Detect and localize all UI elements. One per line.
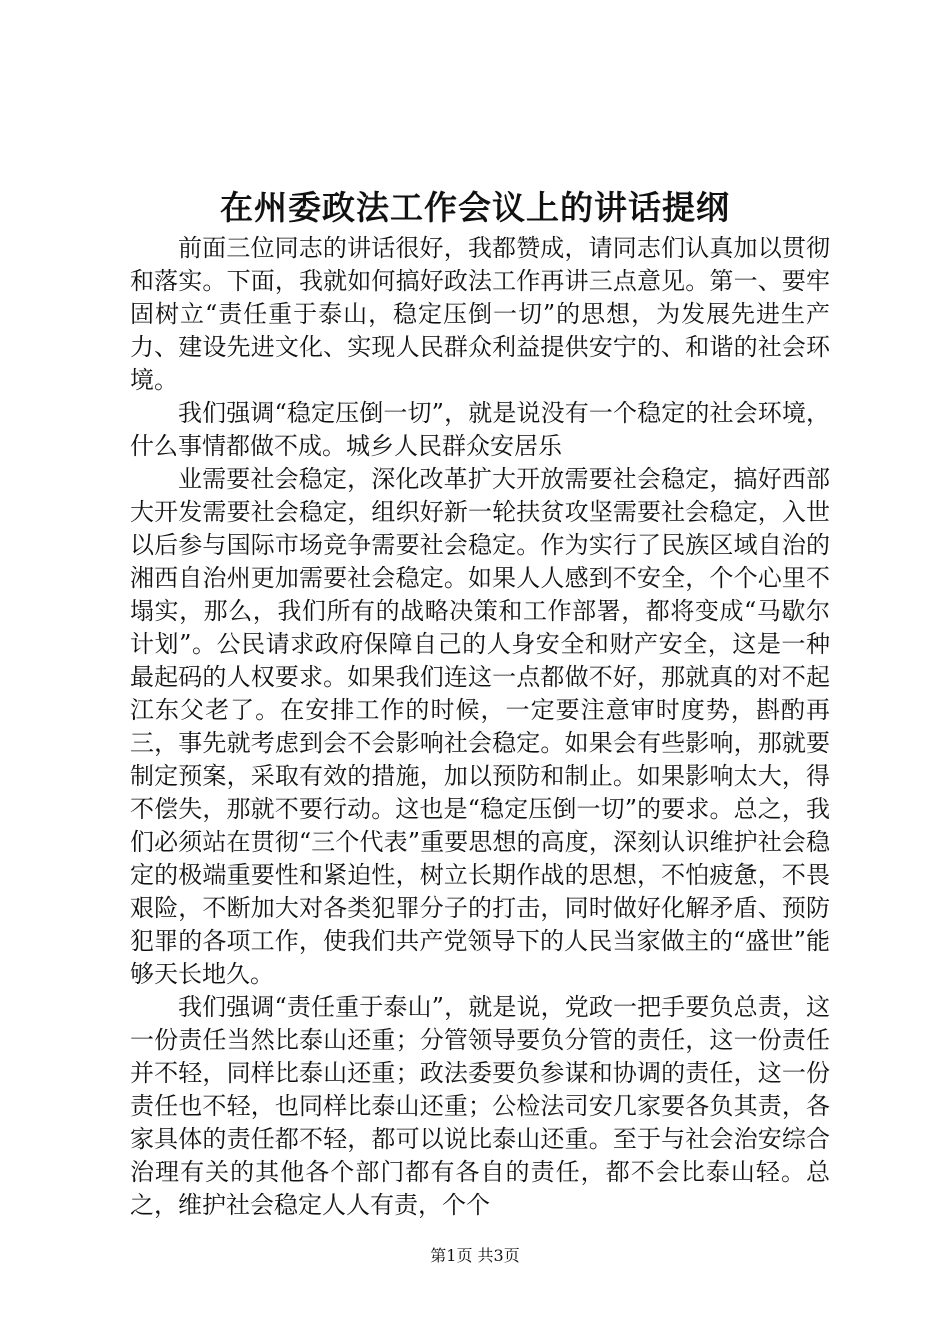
document-body: [130, 232, 830, 1222]
paragraph-1: 前面三位同志的讲话很好，我都赞成，请同志们认真加以贯彻和落实。下面，我就如何搞好政法工作再讲三点意见。第一、要牢固树立“责任重于泰山，稳定压倒一切”的思想，为发展先进生产力、建设先进文化、实现人民群众利益提供安宁的、和谐的社会环境。: [130, 234, 830, 394]
paragraph-3: 业需要社会稳定，深化改革扩大开放需要社会稳定，搞好西部大开发需要社会稳定，组织好新一轮扶贫攻坚需要社会稳定，入世以后参与国际市场竞争需要社会稳定。作为实行了民族区域自治的湘西自治州更加需要社会稳定。如果人人感到不安全，个个心里不塌实，那么，我们所有的战略决策和工作部署，都将变成“马歇尔计划”。公民请求政府保障自己的人身安全和财产安全，这是一种最起码的人权要求。如果我们连这一点都做不好，那就真的对不起江东父老了。在安排工作的时候，一定要注意审时度势，斟酌再三，事先就考虑到会不会影响社会稳定。如果会有些影响，那就要制定预案，采取有效的措施，加以预防和制止。如果影响太大，得不偿失，那就不要行动。这也是“稳定压倒一切”的要求。总之，我们必须站在贯彻“三个代表”重要思想的高度，深刻认识维护社会稳定的极端重要性和紧迫性，树立长期作战的思想，不怕疲惫，不畏艰险，不断加大对各类犯罪分子的打击，同时做好化解矛盾、预防犯罪的各项工作，使我们共产党领导下的人民当家做主的“盛世”能够天长地久。: [130, 465, 830, 988]
paragraph-4: 我们强调“责任重于泰山”，就是说，党政一把手要负总责，这一份责任当然比泰山还重；分管领导要负分管的责任，这一份责任并不轻，同样比泰山还重；政法委要负参谋和协调的责任，这一份责任也不轻，也同样比泰山还重；公检法司安几家要各负其责，各家具体的责任都不轻，都可以说比泰山还重。至于与社会治安综合治理有关的其他各个部门都有各自的责任，都不会比泰山轻。总之，维护社会稳定人人有责，个个: [130, 993, 830, 1219]
document-title: 在州委政法工作会议上的讲话提纲: [220, 188, 730, 227]
page-number-footer: 第1页 共3页: [430, 1246, 520, 1265]
paragraph-2: 我们强调“稳定压倒一切”，就是说没有一个稳定的社会环境，什么事情都做不成。城乡人民群众安居乐: [130, 399, 830, 460]
